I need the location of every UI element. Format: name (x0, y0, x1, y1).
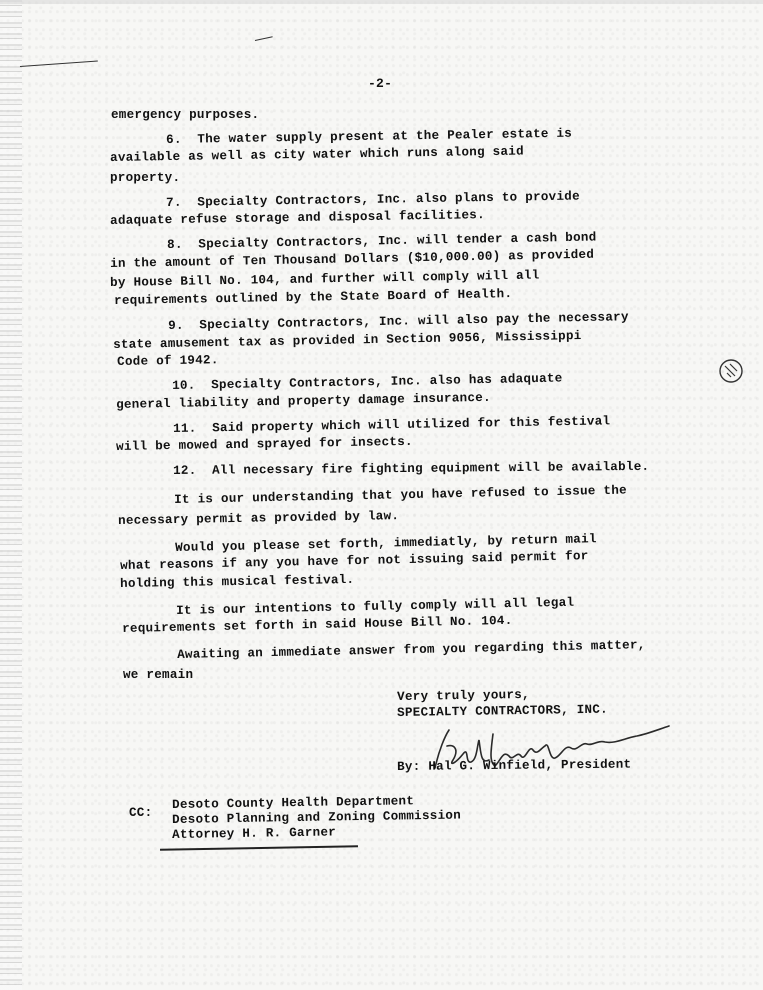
body-line: holding this musical festival. (120, 572, 355, 591)
scan-top-edge (0, 0, 763, 4)
body-line: we remain (123, 668, 194, 682)
body-line: requirements set forth in said House Bill No. 104. (122, 613, 513, 636)
cc-label: CC: (129, 806, 153, 820)
body-line: property. (110, 171, 181, 185)
body-line: general liability and property damage insurance. (116, 390, 491, 412)
body-line: what reasons if any you have for not issuing said permit for (120, 549, 589, 573)
pen-mark (20, 61, 98, 68)
stamp-icon (718, 358, 744, 384)
body-line: 9. Specialty Contractors, Inc. will also pay the necessary (168, 310, 629, 333)
body-line: requirements outlined by the State Board of Health. (114, 287, 513, 308)
closing-salutation: Very truly yours, (397, 687, 530, 704)
body-line: in the amount of Ten Thousand Dollars ($10,000.00) as provided (110, 247, 595, 271)
body-line: 8. Specialty Contractors, Inc. will tender a cash bond (167, 230, 597, 252)
body-line: It is our intentions to fully comply will all legal (176, 595, 575, 618)
body-line: adaquate refuse storage and disposal facilities. (110, 208, 485, 228)
body-line: available as well as city water which runs along said (110, 144, 524, 165)
body-line: 10. Specialty Contractors, Inc. also has adaquate (172, 371, 563, 393)
body-line: 7. Specialty Contractors, Inc. also plans to provide (166, 189, 580, 210)
body-line: state amusement tax as provided in Section 9056, Mississippi (113, 329, 582, 352)
company-name: SPECIALTY CONTRACTORS, INC. (397, 702, 609, 720)
scan-left-edge (0, 0, 22, 990)
body-line: 12. All necessary fire fighting equipment will be available. (173, 459, 650, 478)
cc-recipient: Desoto County Health Department (172, 794, 415, 812)
body-line: necessary permit as provided by law. (118, 509, 400, 528)
body-line: will be mowed and sprayed for insects. (116, 434, 413, 454)
body-line: It is our understanding that you have refused to issue the (174, 483, 628, 507)
cc-underline (160, 845, 358, 850)
cc-recipient: Attorney H. R. Garner (172, 825, 337, 842)
signer-by-line: By: Hal G. Winfield, President (397, 757, 632, 774)
body-line: Awaiting an immediate answer from you regarding this matter, (177, 638, 646, 662)
body-line: 6. The water supply present at the Pealer estate is (166, 126, 573, 147)
body-line: Would you please set forth, immediatly, by return mail (175, 532, 597, 555)
body-line: emergency purposes. (111, 108, 260, 122)
body-line: Code of 1942. (117, 353, 219, 369)
pen-mark (255, 36, 273, 41)
page-number: -2- (368, 76, 393, 91)
body-line: 11. Said property which will utilized for this festival (173, 414, 611, 436)
cc-recipient: Desoto Planning and Zoning Commission (172, 808, 462, 827)
body-line: by House Bill No. 104, and further will comply will all (110, 268, 540, 290)
